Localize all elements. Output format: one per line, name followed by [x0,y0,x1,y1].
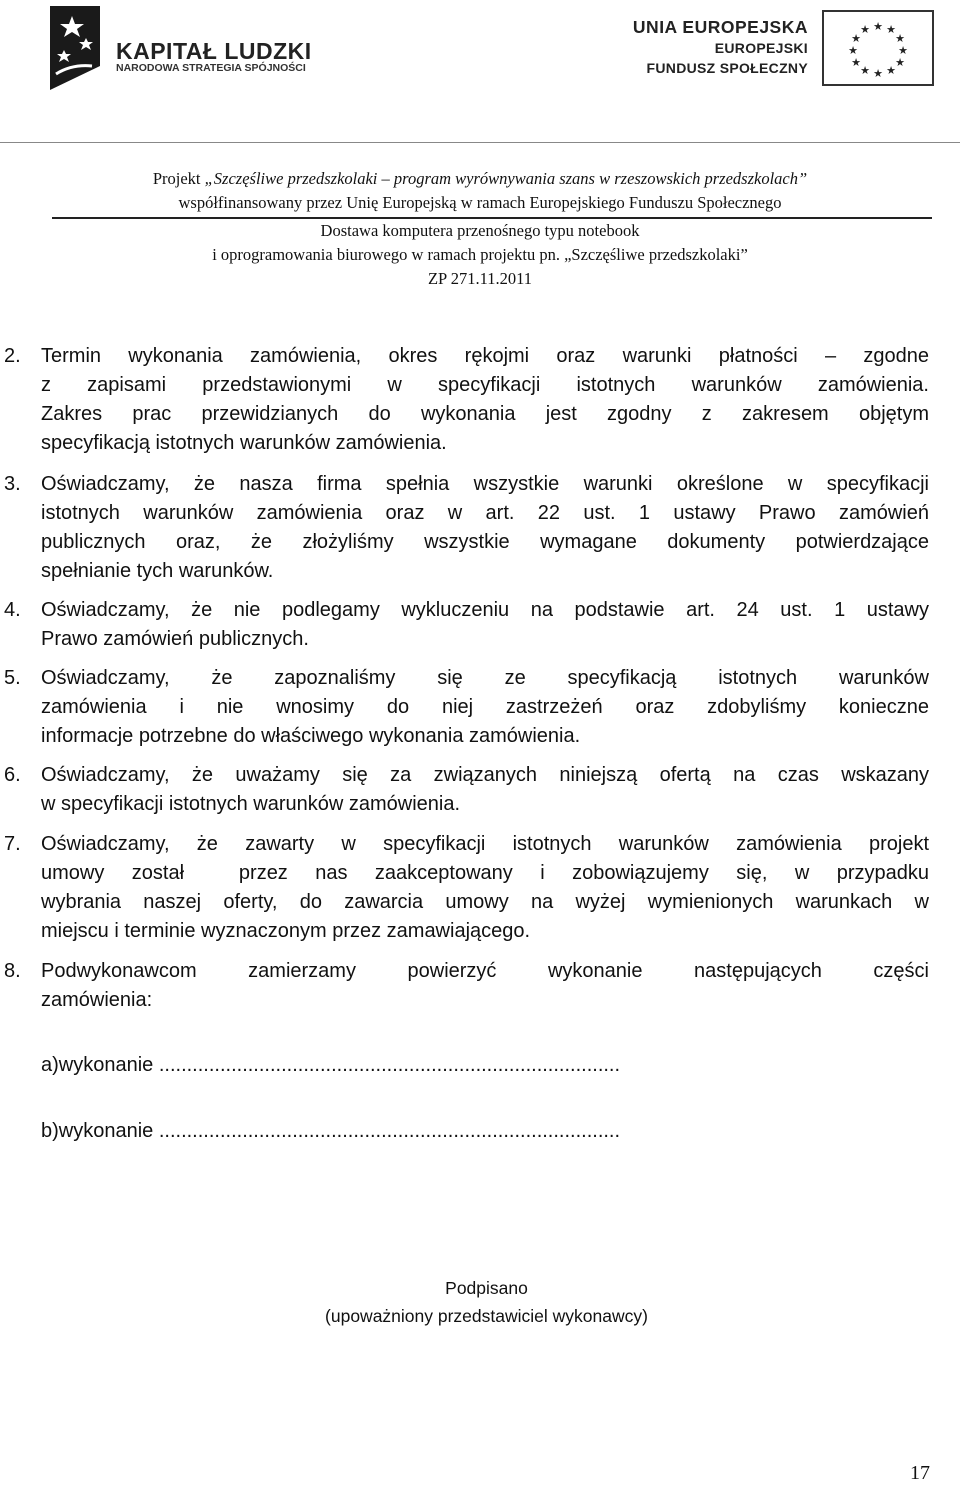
reference-number: ZP 271.11.2011 [427,269,533,288]
subject-line-2: i oprogramowania biurowego w ramach projektu pn. „Szczęśliwe przedszkolaki” [212,245,748,264]
subcontract-line-b[interactable]: b)wykonanie ................................................................................... [41,1120,621,1142]
top-divider [0,142,960,143]
list-item-text: Oświadczamy, że uważamy się za związanych niniejszą ofertą na czas wskazany w specyfikacji istotnych warunków zamówienia. [41,764,929,815]
signature-label: Podpisano [445,1278,528,1298]
cofinance-line: współfinansowany przez Unię Europejską w ramach Europejskiego Funduszu Społecznego [178,193,782,212]
svg-text:★: ★ [898,44,908,57]
list-item-number: 7. [4,833,21,855]
project-prefix: Projekt [152,169,205,188]
list-item-6 [4,761,929,821]
eu-logo-line-2: EUROPEJSKI [714,40,808,56]
subject-line-1: Dostawa komputera przenośnego typu notebook [320,221,640,240]
kapital-ludzki-logo [42,4,342,96]
list-item-number: 3. [4,473,21,495]
list-item-number: 4. [4,599,21,621]
list-item-text: Termin wykonania zamówienia, okres rękojmi oraz warunki płatności – zgodne z zapisami przedstawionymi w specyfikacji istotnych warunków zamówienia. Zakres prac przewidzianych do wykonania jest zgodny z zakresem objętym specyfikacją istotnych warunków zamówienia. [41,345,929,454]
list-item-8 [4,957,929,1017]
svg-text:★: ★ [895,32,905,45]
eu-logo [632,10,940,90]
list-item-number: 8. [4,960,21,982]
svg-text:★: ★ [848,44,858,57]
svg-text:★: ★ [851,32,861,45]
list-item-2 [4,342,929,462]
list-item-number: 6. [4,764,21,786]
svg-text:★: ★ [886,64,896,77]
kapital-ludzki-title: KAPITAŁ LUDZKI [116,38,312,64]
eu-logo-text [633,16,808,78]
list-item-text: Oświadczamy, że nasza firma spełnia wszystkie warunki określone w specyfikacji istotnych warunków zamówienia oraz w art. 22 ust. 1 ustawy Prawo zamówień publicznych oraz, że złożyliśmy wszystkie wymagane dokumenty potwierdzające spełnianie tych warunków. [41,473,929,582]
list-item-text: Oświadczamy, że nie podlegamy wykluczeniu na podstawie art. 24 ust. 1 ustawy Prawo zamówień publicznych. [41,599,929,650]
svg-text:★: ★ [860,23,870,36]
svg-text:★: ★ [860,64,870,77]
list-item-7 [4,830,929,950]
list-item-text: Podwykonawcom zamierzamy powierzyć wykonanie następujących części zamówienia: [41,960,929,1011]
kapital-ludzki-emblem [42,4,104,92]
signature-role: (upoważniony przedstawiciel wykonawcy) [325,1306,648,1326]
svg-text:★: ★ [886,23,896,36]
list-item-text: Oświadczamy, że zawarty w specyfikacji istotnych warunków zamówienia projekt umowy został przez nas zaakceptowany i zobowiązujemy się, w przypadku wybrania naszej oferty, do zawarcia umowy na wyżej wymienionych warunkach w miejscu i terminie wyznaczonym przez zamawiającego. [41,833,929,942]
list-item-4 [4,596,929,656]
kapital-ludzki-subtitle: NARODOWA STRATEGIA SPÓJNOŚCI [116,62,306,74]
svg-text:★: ★ [895,56,905,69]
list-item-text: Oświadczamy, że zapoznaliśmy się ze specyfikacją istotnych warunków zamówienia i nie wnosimy do niej zastrzeżeń oraz zdobyliśmy konieczne informacje potrzebne do właściwego wykonania zamówienia. [41,667,929,747]
header-divider [52,217,932,219]
svg-text:★: ★ [873,67,883,80]
svg-text:★: ★ [851,56,861,69]
svg-text:★: ★ [873,20,883,33]
subcontract-line-a[interactable]: a)wykonanie ................................................................................... [41,1054,621,1076]
list-item-3 [4,470,929,590]
eu-logo-line-1: UNIA EUROPEJSKA [632,17,808,37]
page-number: 17 [910,1462,930,1484]
list-item-number: 5. [4,667,21,689]
list-item-5 [4,664,929,754]
eu-logo-line-3: FUNDUSZ SPOŁECZNY [646,60,808,76]
eu-flag-icon [822,10,934,86]
project-name: „Szczęśliwe przedszkolaki – program wyrównywania szans w rzeszowskich przedszkolach” [204,169,808,188]
list-item-number: 2. [4,345,21,367]
project-title [0,169,960,189]
